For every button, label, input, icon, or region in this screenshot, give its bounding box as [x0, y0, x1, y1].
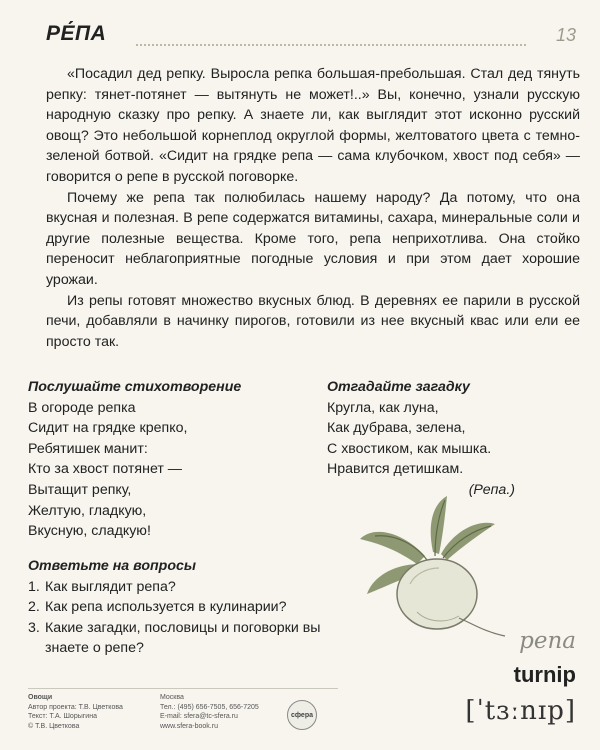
poem-line: Сидит на грядке крепко, [28, 420, 188, 437]
footer-line-item: Москва [160, 694, 184, 701]
question-text: Какие загадки, пословицы и поговорки вы знаете о репе? [45, 619, 321, 657]
footer-contacts [160, 693, 290, 731]
questions-section [28, 556, 348, 659]
poem-line: Кто за хвост потянет — [28, 461, 182, 478]
question-number: 1. [28, 578, 40, 595]
vocab-english-word: turnip [513, 662, 576, 687]
poem-title: Послушайте стихотворение [28, 379, 242, 395]
question-number: 2. [28, 599, 40, 616]
footer-divider [28, 688, 338, 689]
page-title: РЕ́ПА [46, 22, 107, 45]
footer-line-item: Текст: Т.А. Шорыгина [28, 713, 97, 720]
intro-paragraph: Почему же репа так полюбилась нашему народу? Да потому, что она вкусная и полезная. В репе содержатся витамины, сахара, минеральные соли и другие полезные вещества. Кроме того, репа неприхотлива. Она стойко переносит неблагоприятные погодные условия и при этом дает хорошие урожаи. [46, 189, 580, 288]
riddle-section [327, 377, 577, 501]
list-item [28, 577, 348, 598]
questions-title: Ответьте на вопросы [28, 558, 196, 574]
footer-line-item: Тел.: (495) 656-7505, 656-7205 [160, 703, 259, 711]
poem-line: Вытащит репку, [28, 481, 132, 498]
page-number: 13 [555, 25, 576, 45]
riddle-line: Как дубрава, зелена, [327, 420, 466, 437]
question-text: Как выглядит репа? [45, 578, 176, 595]
question-text: Как репа используется в кулинарии? [45, 599, 287, 616]
intro-paragraph: Из репы готовят множество вкусных блюд. В деревнях ее парили в русской печи, добавляли в начинку пирогов, готовили из нее вкусный квас или ели ее просто так. [46, 292, 580, 350]
riddle-title: Отгадайте загадку [327, 379, 470, 395]
turnip-illustration [355, 494, 525, 644]
riddle-line: Кругла, как луна, [327, 399, 439, 416]
poem-section [28, 377, 318, 542]
list-item [28, 597, 348, 618]
riddle-line: Нравится детишкам. [327, 461, 464, 478]
intro-paragraph: «Посадил дед репку. Выросла репка большая-пребольшая. Стал дед тянуть репку: тянет-потянет — вытянуть не может!..» Вы, конечно, узнали русскую народную сказку про репку. А знаете ли, как выглядит этот исконно русский овощ? Это небольшой корнеплод округлой формы, желтоватого цвета с темно-зеленой ботвой. «Сидит на грядке репа — сама клубочком, хвост под себя» — говорится о репе в русской поговорке. [46, 66, 580, 185]
page-header [46, 22, 576, 52]
footer-line-item: E-mail: sfera@tc-sfera.ru [160, 713, 238, 720]
riddle-answer: (Репа.) [468, 481, 515, 498]
footer-line-item: © Т.В. Цветкова [28, 722, 80, 730]
footer-series: Овощи [28, 694, 53, 701]
questions-list [28, 577, 348, 659]
question-number: 3. [28, 619, 40, 636]
footer-line-item: www.sfera-book.ru [160, 722, 218, 730]
vocab-transcription: [ˈtɜːnɪp] [465, 696, 576, 726]
list-item [28, 618, 348, 659]
poem-line: Ребятишек манит: [28, 440, 148, 457]
poem-line: В огороде репка [28, 399, 136, 416]
publisher-logo: сфера [287, 700, 317, 730]
dotted-leader [136, 44, 526, 46]
poem-line: Вкусную, сладкую! [28, 523, 151, 540]
riddle-line: С хвостиком, как мышка. [327, 440, 492, 457]
footer-credits [28, 693, 158, 731]
intro-text [46, 64, 580, 352]
poem-line: Желтую, гладкую, [28, 502, 147, 519]
footer-line-item: Автор проекта: Т.В. Цветкова [28, 703, 123, 711]
vocab-russian-word: репа [519, 628, 576, 654]
